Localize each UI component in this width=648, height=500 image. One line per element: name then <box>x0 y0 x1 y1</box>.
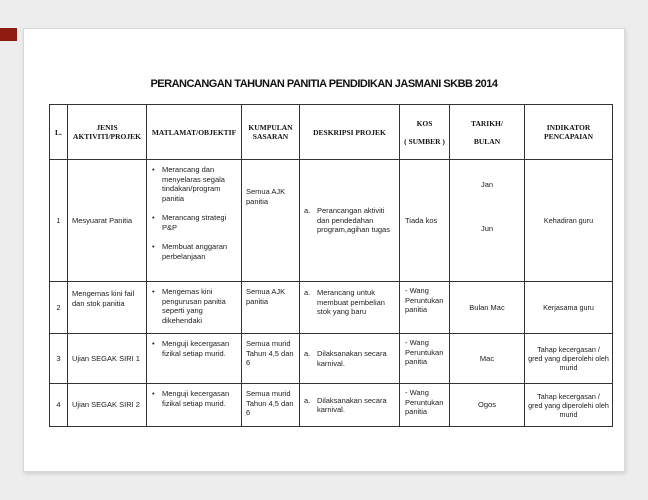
cell-tarikh-bulan <box>450 160 525 282</box>
header-jenis-line1: JENIS <box>96 123 118 132</box>
header-tarikh-line2: BULAN <box>473 136 501 146</box>
header-cell-kumpulan <box>242 105 300 160</box>
cell-matlamat <box>147 282 242 334</box>
header-cell-no <box>50 105 68 160</box>
cell-tarikh-bulan <box>450 282 525 334</box>
table-header-row <box>50 105 613 160</box>
red-corner-marker <box>0 28 17 41</box>
bullet-icon: • <box>152 242 155 251</box>
indikator-line: murid <box>559 363 578 372</box>
indikator-line: murid <box>559 409 578 419</box>
tarikh-entry: Jun <box>480 223 494 233</box>
cell-deskripsi-projek <box>300 384 400 427</box>
cell-jenis-aktiviti: Ujian SEGAK SIRI 1 <box>68 334 147 384</box>
bullet-text: Menguji kecergasan fizikal setiap murid. <box>162 339 230 358</box>
deskripsi-line <box>304 349 395 368</box>
table-row <box>50 334 613 384</box>
cell-jenis-aktiviti: Mengemas kini fail dan stok panitia <box>68 282 147 334</box>
deskripsi-line <box>304 206 395 235</box>
header-cell-matlamat <box>147 105 242 160</box>
deskripsi-letter: a. <box>304 349 311 358</box>
header-kos-line2: ( SUMBER ) <box>404 136 445 146</box>
cell-tarikh-bulan <box>450 334 525 384</box>
header-kumpulan-line2: SASARAN <box>252 132 289 141</box>
cell-kos: - Wang Peruntukan panitia <box>400 334 450 384</box>
document-page <box>23 28 625 472</box>
tarikh-entry: Bulan Mac <box>469 302 505 312</box>
indikator-line: gred yang diperolehi oleh <box>528 354 609 363</box>
header-cell-indikator <box>525 105 613 160</box>
header-kos-line1: KOS <box>416 118 433 128</box>
bullet-text: Mengemas kini pengurusan panitia seperti yang dikehendaki <box>162 287 226 325</box>
deskripsi-letter: a. <box>304 288 311 297</box>
deskripsi-text: Dilaksanakan secara karnival. <box>317 349 387 368</box>
cell-kumpulan-sasaran: Semua murid Tahun 4,5 dan 6 <box>242 334 300 384</box>
bullet-icon: • <box>152 287 155 296</box>
header-indikator-line1: INDIKATOR <box>546 123 591 132</box>
deskripsi-line <box>304 288 395 317</box>
indikator-line: Kerjasama guru <box>543 303 594 312</box>
header-matlamat-label: MATLAMAT/OBJEKTIF <box>151 127 237 137</box>
tarikh-entry: Ogos <box>478 400 496 410</box>
deskripsi-text: Dilaksanakan secara karnival. <box>317 395 387 414</box>
header-indikator-line2: PENCAPAIAN <box>543 132 594 141</box>
table-row <box>50 384 613 427</box>
bullet-item <box>151 287 238 325</box>
cell-kos: Tiada kos <box>400 160 450 282</box>
bullet-text: Membuat anggaran perbelanjaan <box>162 242 228 261</box>
cell-matlamat <box>147 334 242 384</box>
bullet-item <box>151 165 238 203</box>
bullet-icon: • <box>152 339 155 348</box>
header-cell-jenis <box>68 105 147 160</box>
cell-matlamat <box>147 160 242 282</box>
cell-kumpulan-sasaran: Semua AJK panitia <box>242 160 300 282</box>
cell-deskripsi-projek <box>300 160 400 282</box>
cell-tarikh-bulan <box>450 384 525 427</box>
bullet-item <box>151 213 238 232</box>
cell-kos: - Wang Peruntukan panitia <box>400 282 450 334</box>
page-title: PERANCANGAN TAHUNAN PANITIA PENDIDIKAN JASMANI SKBB 2014 <box>150 78 498 90</box>
cell-indikator <box>525 334 613 384</box>
table-row <box>50 282 613 334</box>
planning-table <box>49 104 613 427</box>
cell-matlamat <box>147 384 242 427</box>
cell-indikator <box>525 384 613 427</box>
cell-kos: - Wang Peruntukan panitia <box>400 384 450 427</box>
header-kumpulan-line1: KUMPULAN <box>248 123 293 132</box>
bullet-icon: • <box>152 213 155 222</box>
cell-row-number: 1 <box>50 160 68 282</box>
bullet-item <box>151 389 238 408</box>
cell-indikator <box>525 282 613 334</box>
cell-jenis-aktiviti: Mesyuarat Panitia <box>68 160 147 282</box>
bullet-text: Menguji kecergasan fizikal setiap murid. <box>162 389 230 408</box>
cell-jenis-aktiviti: Ujian SEGAK SIRI 2 <box>68 384 147 427</box>
cell-kumpulan-sasaran: Semua murid Tahun 4,5 dan 6 <box>242 384 300 427</box>
bullet-item <box>151 339 238 358</box>
header-deskripsi-label: DESKRIPSI PROJEK <box>313 127 386 137</box>
deskripsi-text: Perancangan aktiviti dan pendedahan program,agihan tugas <box>317 206 390 235</box>
indikator-line: Tahap kecergasan / <box>537 345 600 354</box>
cell-indikator <box>525 160 613 282</box>
indikator-line: gred yang diperolehi oleh <box>528 400 609 410</box>
cell-kumpulan-sasaran: Semua AJK panitia <box>242 282 300 334</box>
deskripsi-line <box>304 396 395 415</box>
indikator-line: Tahap kecergasan / <box>537 391 600 401</box>
bullet-text: Merancang dan menyelaras segala tindakan/program panitia <box>162 165 225 203</box>
header-cell-kos <box>400 105 450 160</box>
bullet-text: Merancang strategi P&P <box>162 213 227 232</box>
cell-deskripsi-projek <box>300 334 400 384</box>
cell-deskripsi-projek <box>300 282 400 334</box>
deskripsi-text: Merancang untuk membuat pembelian stok yang baru <box>317 288 385 316</box>
tarikh-entry: Jan <box>480 180 494 189</box>
header-tarikh-line1: TARIKH/ <box>471 118 503 128</box>
header-cell-tarikh <box>450 105 525 160</box>
deskripsi-letter: a. <box>304 395 311 405</box>
cell-row-number: 2 <box>50 282 68 334</box>
cell-row-number: 3 <box>50 334 68 384</box>
bullet-icon: • <box>152 165 155 174</box>
tarikh-entry: Mac <box>479 353 495 363</box>
header-jenis-line2: AKTIVITI/PROJEK <box>73 132 141 141</box>
table-row <box>50 160 613 282</box>
cell-row-number: 4 <box>50 384 68 427</box>
deskripsi-letter: a. <box>304 206 311 216</box>
header-no-label: L. <box>55 127 62 137</box>
bullet-item <box>151 242 238 261</box>
header-cell-deskripsi <box>300 105 400 160</box>
indikator-line: Kehadiran guru <box>543 216 594 225</box>
bullet-icon: • <box>152 389 155 398</box>
